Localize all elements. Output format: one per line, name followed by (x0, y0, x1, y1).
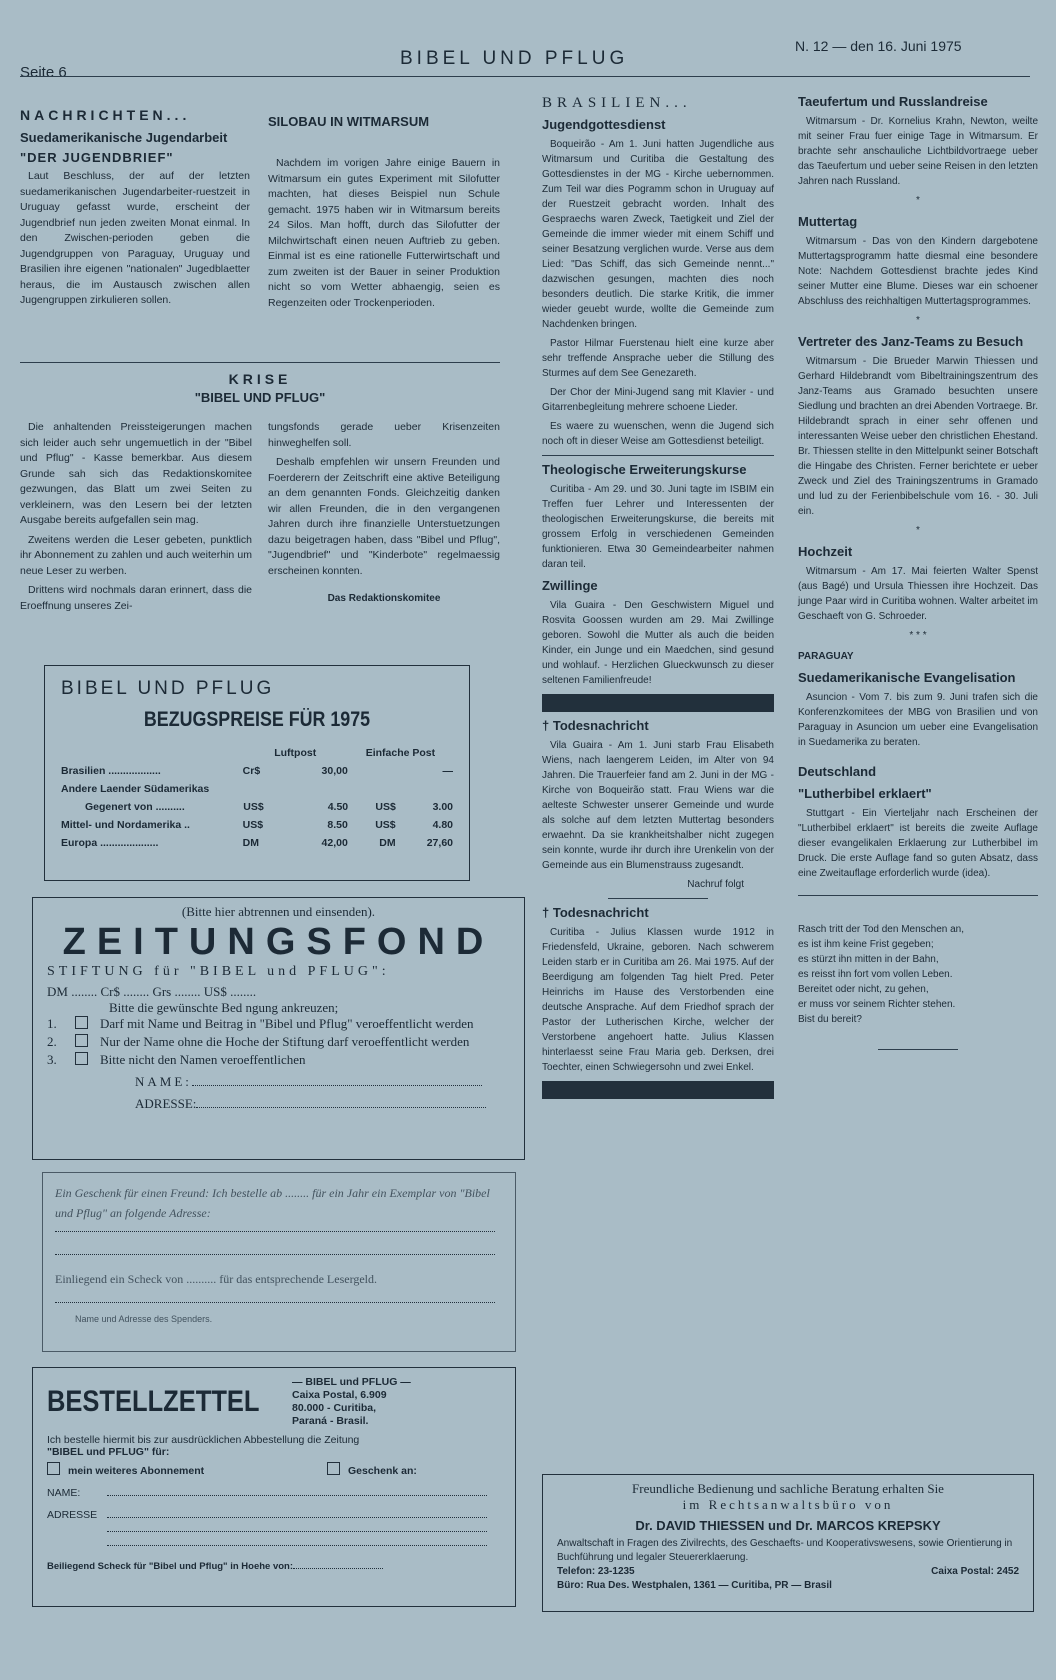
ad-caixa: Caixa Postal: 2452 (931, 1566, 1019, 1577)
headline-lutherbibel: "Lutherbibel erklaert" (798, 786, 932, 801)
headline-zwillinge: Zwillinge (542, 578, 598, 593)
checkbox[interactable] (47, 1462, 60, 1475)
checkbox[interactable] (75, 1052, 88, 1065)
order-name-field[interactable]: NAME: (47, 1487, 501, 1499)
article-text: Vila Guaira - Am 1. Juni starb Frau Elisabeth Wiens, nach laengerem Leiden, im Alter von 94 Jahren. Die Trauerfeier fand am 2. Juni in der MG - Kirche von Boqueirão statt. Frau Wiens war die aelteste Schwester unserer Gemeinde und wurde als solche auf dem letzten Muttertag besonders erwaehnt. Da sie krankheitshalber nicht zugegen sein konnte, wurde ihr durch ihre Urenkelin von der Gemeinde aus ein Blumenstrauss zugesandt. (542, 740, 774, 871)
option-2[interactable]: 2. Nur der Name ohne die Hoche der Stiftung darf veroeffentlicht werden (47, 1034, 470, 1049)
section-brasilien: BRASILIEN... (542, 95, 692, 111)
article-text: Vila Guaira - Den Geschwistern Miguel und Rosvita Goossen wurden am 29. Mai Zwillinge geboren. Sowohl die Mutter als auch die beiden Kinder, ein Junge und ein Maedchen, sind gesund und wohlauf. - Herzlichen Glueckwunsch zu dieser seltenen Familienfreude! (542, 600, 774, 686)
bestellzettel-box (32, 1367, 516, 1607)
order-address-line[interactable] (107, 1531, 487, 1532)
price-row: Gegenert von .......... US$ 4.50 US$ 3.00 (85, 801, 454, 813)
donor-caption: Name und Adresse des Spenders. (75, 1314, 213, 1324)
law-office-ad (542, 1474, 1034, 1612)
gift-address-line[interactable] (55, 1254, 495, 1255)
divider (608, 898, 708, 899)
order-footer[interactable]: Beiliegend Scheck für "Bibel und Pflug" in Hoehe von: (47, 1561, 501, 1572)
cut-notice: (Bitte hier abtrennen und einsenden). (181, 904, 376, 919)
section-nachrichten: NACHRICHTEN... (20, 107, 191, 123)
krise-paragraph: Die anhaltenden Preissteigerungen machen sich leider auch sehr ungemuetlich in der "Bibel und Pflug" - Kasse bemerkbar. Aus diesem Grunde sah sich das Redaktionskomitee gezwungen, das Blatt um zwei Seiten zu verkleinern, was den Lesern bei der letzten Ausgabe bereits aufgefallen sein mag. (20, 421, 252, 526)
headline-janz-team: Vertreter des Janz-Teams zu Besuch (798, 334, 1024, 349)
article-text: Boqueirão - Am 1. Juni hatten Jugendliche aus Witmarsum und Curitiba die Gestaltung des Gottesdienstes in der MG - Kirche uebernommen. Zum Teil war dies Pogramm schon in Uruguay auf der Ruestzeit gebracht worden. Inhalt des Gespraechs waren Zweck, Taetigkeit und Ziel der Gemeinde die immer wieder mit einem Schiff und seiner Besatzung verglichen wurde. Verse aus dem Lied: "Das Schiff, das sich Gemeinde nennt..." dazwischen gesungen, machten dies noch besonders deutlich. Die starke Kritik, die immer wieder geuebt wurde, wollte die Gemeinde zum Nachdenken bringen. (542, 139, 774, 330)
article-text: Der Chor der Mini-Jugend sang mit Klavier - und Gitarrenbegleitung mehrere schoene Lieder. (542, 387, 774, 413)
page-number: Seite 6 (20, 64, 67, 81)
article-text: Pastor Hilmar Fuerstenau hielt eine kurze aber sehr treffende Ansprache ueber die Stillung des Sturmes auf dem See Genezareth. (542, 338, 774, 379)
checkbox[interactable] (327, 1462, 340, 1475)
article-jugendbrief: Laut Beschluss, der auf der letzten suedamerikanischen Jugendarbeiter-ruestzeit in Uruguay gefasst wurde, erscheint der Jugendbrief nun jeden zweiten Monat einmal. In den Zwischen-perioden geben die Jugendgruppen von Paraguay, Uruguay und Brasilien ihre eigenen "nationalen" Jugedblaetter heraus, die im Austausch zwischen allen Jugengruppen zirkulieren sollen. (20, 170, 250, 306)
zeitungsfond-sub: STIFTUNG für "BIBEL und PFLUG": (47, 964, 390, 979)
name-field[interactable]: NAME: (47, 1074, 510, 1090)
divider (798, 895, 1038, 896)
article-text: Witmarsum - Dr. Kornelius Krahn, Newton, weilte mit seiner Frau fuer einige Tage in Witmarsum. Er brachte sehr anschauliche Lichtbildvortraege ueber das Taeufertum und ueber seine Reisen in den letzten Jahren nach Russland. (798, 116, 1038, 187)
article-silobau: Nachdem im vorigen Jahre einige Bauern in Witmarsum ein gutes Experiment mit Silofutter machten, hat dieses Beispiel nun Schule gemacht. 1975 haben wir in Witmarsum bereits 24 Silos. Man hofft, durch das Silofutter der Milchwirtschaft einen neuen Auftrieb zu geben. Einmal ist es eine rationelle Futterwirtschaft und zum zweiten ist der Bauer in seiner Produktion nicht so vom Wetter abhaengig, seien es Regenzeiten oder Trockenperioden. (268, 157, 500, 309)
order-text: Ich bestelle hiermit bis zur ausdrücklichen Abbestellung die Zeitung (47, 1434, 360, 1446)
article-text: Curitiba - Julius Klassen wurde 1912 in Friedensfeld, Ukraine, geboren. Nach schwerem Leiden starb er in Curitiba am 26. Mai 1975. Auf der Beerdigung am folgenden Tag hielt Pred. Peter Heinrichs im Hause des Verstorbenden eine deutsche Ansprache. Auf dem Friedhof sprach der Pastor der Lutherischen Kirche, welcher der Verstorbene angehoert hatte. Julius Klassen hinterlaesst seine Frau Maria geb. Derksen, drei Toechter, einen Schwiegersohn und zwei Enkel. (542, 927, 774, 1073)
order-address: 80.000 - Curitiba, (292, 1402, 377, 1414)
zeitungsfond-box (32, 897, 525, 1160)
address-field[interactable]: ADRESSE: (47, 1096, 510, 1112)
option-3[interactable]: 3. Bitte nicht den Namen veroeffentlichen (47, 1052, 306, 1067)
price-row: Mittel- und Nordamerika .. US$ 8.50 US$ 4.80 (61, 819, 453, 831)
zeitungsfond-title: ZEITUNGSFOND (62, 921, 495, 963)
checkbox[interactable] (75, 1034, 88, 1047)
black-bar (542, 1081, 774, 1099)
krise-paragraph: tungsfonds gerade ueber Krisenzeiten hinweghelfen soll. (268, 421, 500, 449)
masthead-title: BIBEL UND PFLUG (400, 48, 629, 69)
article-text: Witmarsum - Die Brueder Marwin Thiessen und Gerhard Hildebrandt vom Bibeltrainingszentrum des Janz-Teams aus Gramado besuchten unsere Siedlung und brachten an drei Abenden Vortraege. Br. Hildebrandt sprach in einer sehr offenen und interessanten Weise ueber den christlichen Ehestand. Br. Thiessen stellte in den Mittelpunkt seiner Botschaft die Hingabe des Christen. Ferner berichtete er ueber Zweck und Ziel des Trainingszentrums in Gramado und lud zu der Ferienbibelschule vom 16. - 30. Juli ein. (798, 356, 1038, 517)
ad-line: im Rechtsanwaltsbüro von (682, 1497, 894, 1512)
headline-jugendarbeit: Suedamerikanische Jugendarbeit (20, 129, 228, 145)
ad-phone: Telefon: 23-1235 (557, 1566, 635, 1577)
donor-line[interactable] (55, 1302, 495, 1303)
column-brasilien (542, 96, 774, 1105)
col-luftpost: Luftpost (274, 747, 317, 759)
krise-paragraph: Drittens wird nochmals daran erinnert, dass die Eroeffnung unseres Zei- (20, 584, 252, 612)
krise-col-a (20, 420, 252, 618)
headline-todesnachricht: † Todesnachricht (542, 905, 649, 920)
col-einfache-post: Einfache Post (365, 747, 436, 759)
nachruf-note: Nachruf folgt (687, 879, 744, 890)
black-bar (542, 694, 774, 712)
order-address: — BIBEL und PFLUG — (292, 1376, 411, 1388)
ad-line: Freundliche Bedienung und sachliche Beratung erhalten Sie (632, 1481, 944, 1496)
headline-silobau: SILOBAU IN WITMARSUM (268, 114, 430, 129)
column-right: Taeufertum und Russlandreise Witmarsum - Dr. Kornelius Krahn, Newton, weilte mit seiner Frau fuer einige Tage in Witmarsum. Er brachte sehr anschauliche Lichtbildvortraege ueber das Taeufertum und ueber seine Reisen in den letzten Jahren nach Russland. * Muttertag Witmarsum - Das von den Kindern dargebotene Muttertagsprogramm hatte diesmal eine besondere Note: Nachdem Gottesdienst brachte jedes Kind seiner Mutter eine Blume. Dieses war ein schoener Abschluss des reichhaltigen Muttertagsprogrammes. * Vertreter des Janz-Teams zu Besuch Witmarsum - Die Brueder Marwin Thiessen und Gerhard Hildebrandt vom Bibeltrainingszentrum des Janz-Teams aus Gramado besuchten unsere Siedlung und brachten an drei Abenden Vortraege. Br. Hildebrandt sprach in einer sehr offenen und interessanten Weise ueber den christlichen Ehestand. Br. Thiessen stellte in den Mittelpunkt seiner Botschaft die Hingabe des Christen. Ferner berichtete er ueber Zweck und Ziel des Trainingszentrums in Gramado und lud zu der Ferienbibelschule vom 16. - 30. Juli ein. * Hochzeit Witmarsum - Am 17. Mai feierten Walter Spenst (aus Bagé) und Ursula Thiessen ihre Hochzeit. Das junge Paar wird in Curitiba wohnen. Walter arbeitet im Geschaeft von G. Schroeder. * * * PARAGUAY Suedamerikanische Evangelisation Asuncion - Vom 7. bis zum 9. Juni trafen sich die Konferenzkomitees der MBG von Brasilien und von Paraguay in Asuncion um ueber eine Evangelisation in Suedamerika zu beraten. Deutschland "Lutherbibel erklaert" Stuttgart - Ein Vierteljahr nach Erscheinen der "Lutherbibel erklaert" ist bereits die zweite Auflage dieser evangelikalen Erklaerung zur Lutherbibel im Druck. Die erste Auflage fand so guten Absatz, dass eine Zweitauflage erforderlich wurde (idea). Rasch tritt der Tod den Menschen an, es ist ihm keine Frist gegeben; es stürzt ihn mitten in der Bahn, es reisst ihn fort vom vollen Leben. Bereitet oder nicht, zu gehen, er muss vor seinem Richter stehen. Bist du bereit? (798, 88, 1038, 1050)
gift-box (42, 1172, 516, 1352)
headline-evangelisation: Suedamerikanische Evangelisation (798, 670, 1016, 685)
headline-muttertag: Muttertag (798, 214, 858, 229)
gift-check-text: Einliegend ein Scheck von .......... für das entsprechende Lesergeld. (55, 1272, 378, 1286)
article-text: Stuttgart - Ein Vierteljahr nach Erscheinen der "Lutherbibel erklaert" ist bereits die zweite Auflage dieser evangelikalen Erklaerung zur Lutherbibel im Druck. Die erste Auflage fand so guten Absatz, dass eine Zweitauflage erforderlich wurde (idea). (798, 808, 1038, 879)
article-text: Curitiba - Am 29. und 30. Juni tagte im ISBIM ein Treffen fuer Lehrer und Interessenten der theologischen Erweiterungskurse, die bereits mit grossem Erfolg in verschiedenen Gemeinden funktionieren. Etwa 30 Gemeindearbeiter nahmen daran teil. (542, 484, 774, 570)
poem: Rasch tritt der Tod den Menschen an, es ist ihm keine Frist gegeben; es stürzt ihn mitten in der Bahn, es reisst ihn fort vom vollen Leben. Bereitet oder nicht, zu gehen, er muss vor seinem Richter stehen. Bist du bereit? (798, 924, 965, 1025)
price-row: Andere Laender Südamerikas (61, 783, 210, 795)
headline-taeufertum: Taeufertum und Russlandreise (798, 94, 988, 109)
price-row: Brasilien .................. Cr$ 30,00 — (61, 765, 453, 777)
headline-jugendgottesdienst: Jugendgottesdienst (542, 117, 666, 132)
divider (20, 362, 500, 363)
option-1[interactable]: 1. Darf mit Name und Beitrag in "Bibel und Pflug" veroeffentlicht werden (47, 1016, 474, 1031)
order-address-line[interactable] (107, 1545, 487, 1546)
bestellzettel-title: BESTELLZETTEL (47, 1385, 260, 1418)
gift-address-line[interactable] (55, 1231, 495, 1232)
price-row: Europa .................... DM 42,00 DM 27,60 (61, 837, 453, 849)
bezugspreise-box (44, 665, 470, 881)
column-silobau (268, 108, 500, 315)
krise-paragraph: Zweitens werden die Leser gebeten, punktlich ihr Abonnement zu zahlen und auch weiterhin um neue Leser zu werben. (20, 533, 252, 577)
bezug-brand: BIBEL UND PFLUG (61, 678, 275, 699)
order-address: Paraná - Brasil. (292, 1415, 369, 1427)
article-text: Witmarsum - Das von den Kindern dargebotene Muttertagsprogramm hatte diesmal eine besondere Note: Nachdem Gottesdienst brachte jedes Kind seiner Mutter eine Blume. Dieses war ein schoener Abschluss des reichhaltigen Muttertagsprogrammes. (798, 236, 1038, 307)
option-abonnement[interactable]: mein weiteres Abonnement (47, 1462, 327, 1477)
divider (542, 455, 774, 456)
amount-fields[interactable]: DM ........ Cr$ ........ Grs ........ US$ ........ (47, 984, 257, 999)
header-rule (20, 76, 1030, 77)
headline-hochzeit: Hochzeit (798, 544, 853, 559)
country-deutschland: Deutschland (798, 764, 877, 779)
article-text: Asuncion - Vom 7. bis zum 9. Juni trafen sich die Konferenzkomitees der MBG von Brasilien und von Paraguay in Asuncion um ueber eine Evangelisation in Suedamerika zu beraten. (798, 692, 1038, 748)
headline-todesnachricht: † Todesnachricht (542, 718, 649, 733)
country-paraguay: PARAGUAY (798, 651, 854, 662)
column-nachrichten (20, 108, 250, 313)
bezug-title: BEZUGSPREISE FÜR 1975 (143, 708, 371, 731)
ad-names: Dr. DAVID THIESSEN und Dr. MARCOS KREPSKY (635, 1518, 941, 1533)
krise-signature: Das Redaktionskomitee (327, 593, 441, 604)
order-address: Caixa Postal, 6.909 (292, 1389, 387, 1401)
article-text: Witmarsum - Am 17. Mai feierten Walter Spenst (aus Bagé) und Ursula Thiessen ihre Hochzeit. Das junge Paar wird in Curitiba wohnen. Walter arbeitet im Geschaeft von G. Schroeder. (798, 566, 1038, 622)
instruction: Bitte die gewünschte Bed ngung ankreuzen; (109, 1000, 339, 1015)
section-krise: KRISE (228, 371, 292, 387)
order-address-field[interactable]: ADRESSE (47, 1509, 501, 1521)
checkbox[interactable] (75, 1016, 88, 1029)
headline-jugendbrief: "DER JUGENDBRIEF" (20, 149, 174, 165)
headline-erweiterungskurse: Theologische Erweiterungskurse (542, 462, 747, 477)
ad-description: Anwaltschaft in Fragen des Zivilrechts, des Geschaefts- und Kooperativswesens, sowie Orientierung in Buchführung und legaler Steuererklaerung. (557, 1538, 1013, 1563)
krise-header (20, 372, 500, 408)
issue-date: N. 12 — den 16. Juni 1975 (795, 38, 962, 54)
krise-col-b (268, 420, 500, 607)
headline-krise: "BIBEL UND PFLUG" (194, 389, 326, 405)
option-geschenk[interactable]: Geschenk an: (327, 1462, 417, 1477)
gift-text: Ein Geschenk für einen Freund: Ich bestelle ab ........ für ein Jahr ein Exemplar von "Bibel und Pflug" an folgende Adresse: (55, 1186, 490, 1220)
krise-paragraph: Deshalb empfehlen wir unsern Freunden und Foerderern der Zeitschrift eine aktive Beteiligung an dem genannten Fonds. Gleichzeitig danken wir allen Freunden, die in den vergangenen Jahren durch ihre finanzielle Unterstuetzungen dazu beigetragen haben, dass "Bibel und Pflug", "Jugendbrief" und "Kinderbote" regelmaessig erscheinen konnten. (268, 456, 500, 577)
order-text: "BIBEL und PFLUG" für: (47, 1446, 170, 1458)
stars-divider: * * * (909, 630, 927, 641)
divider (878, 1049, 958, 1050)
ad-office: Büro: Rua Des. Westphalen, 1361 — Curitiba, PR — Brasil (557, 1580, 832, 1591)
article-text: Es waere zu wuenschen, wenn die Jugend sich noch oft in dieser Weise am Gottesdienst beteiligt. (542, 421, 774, 447)
